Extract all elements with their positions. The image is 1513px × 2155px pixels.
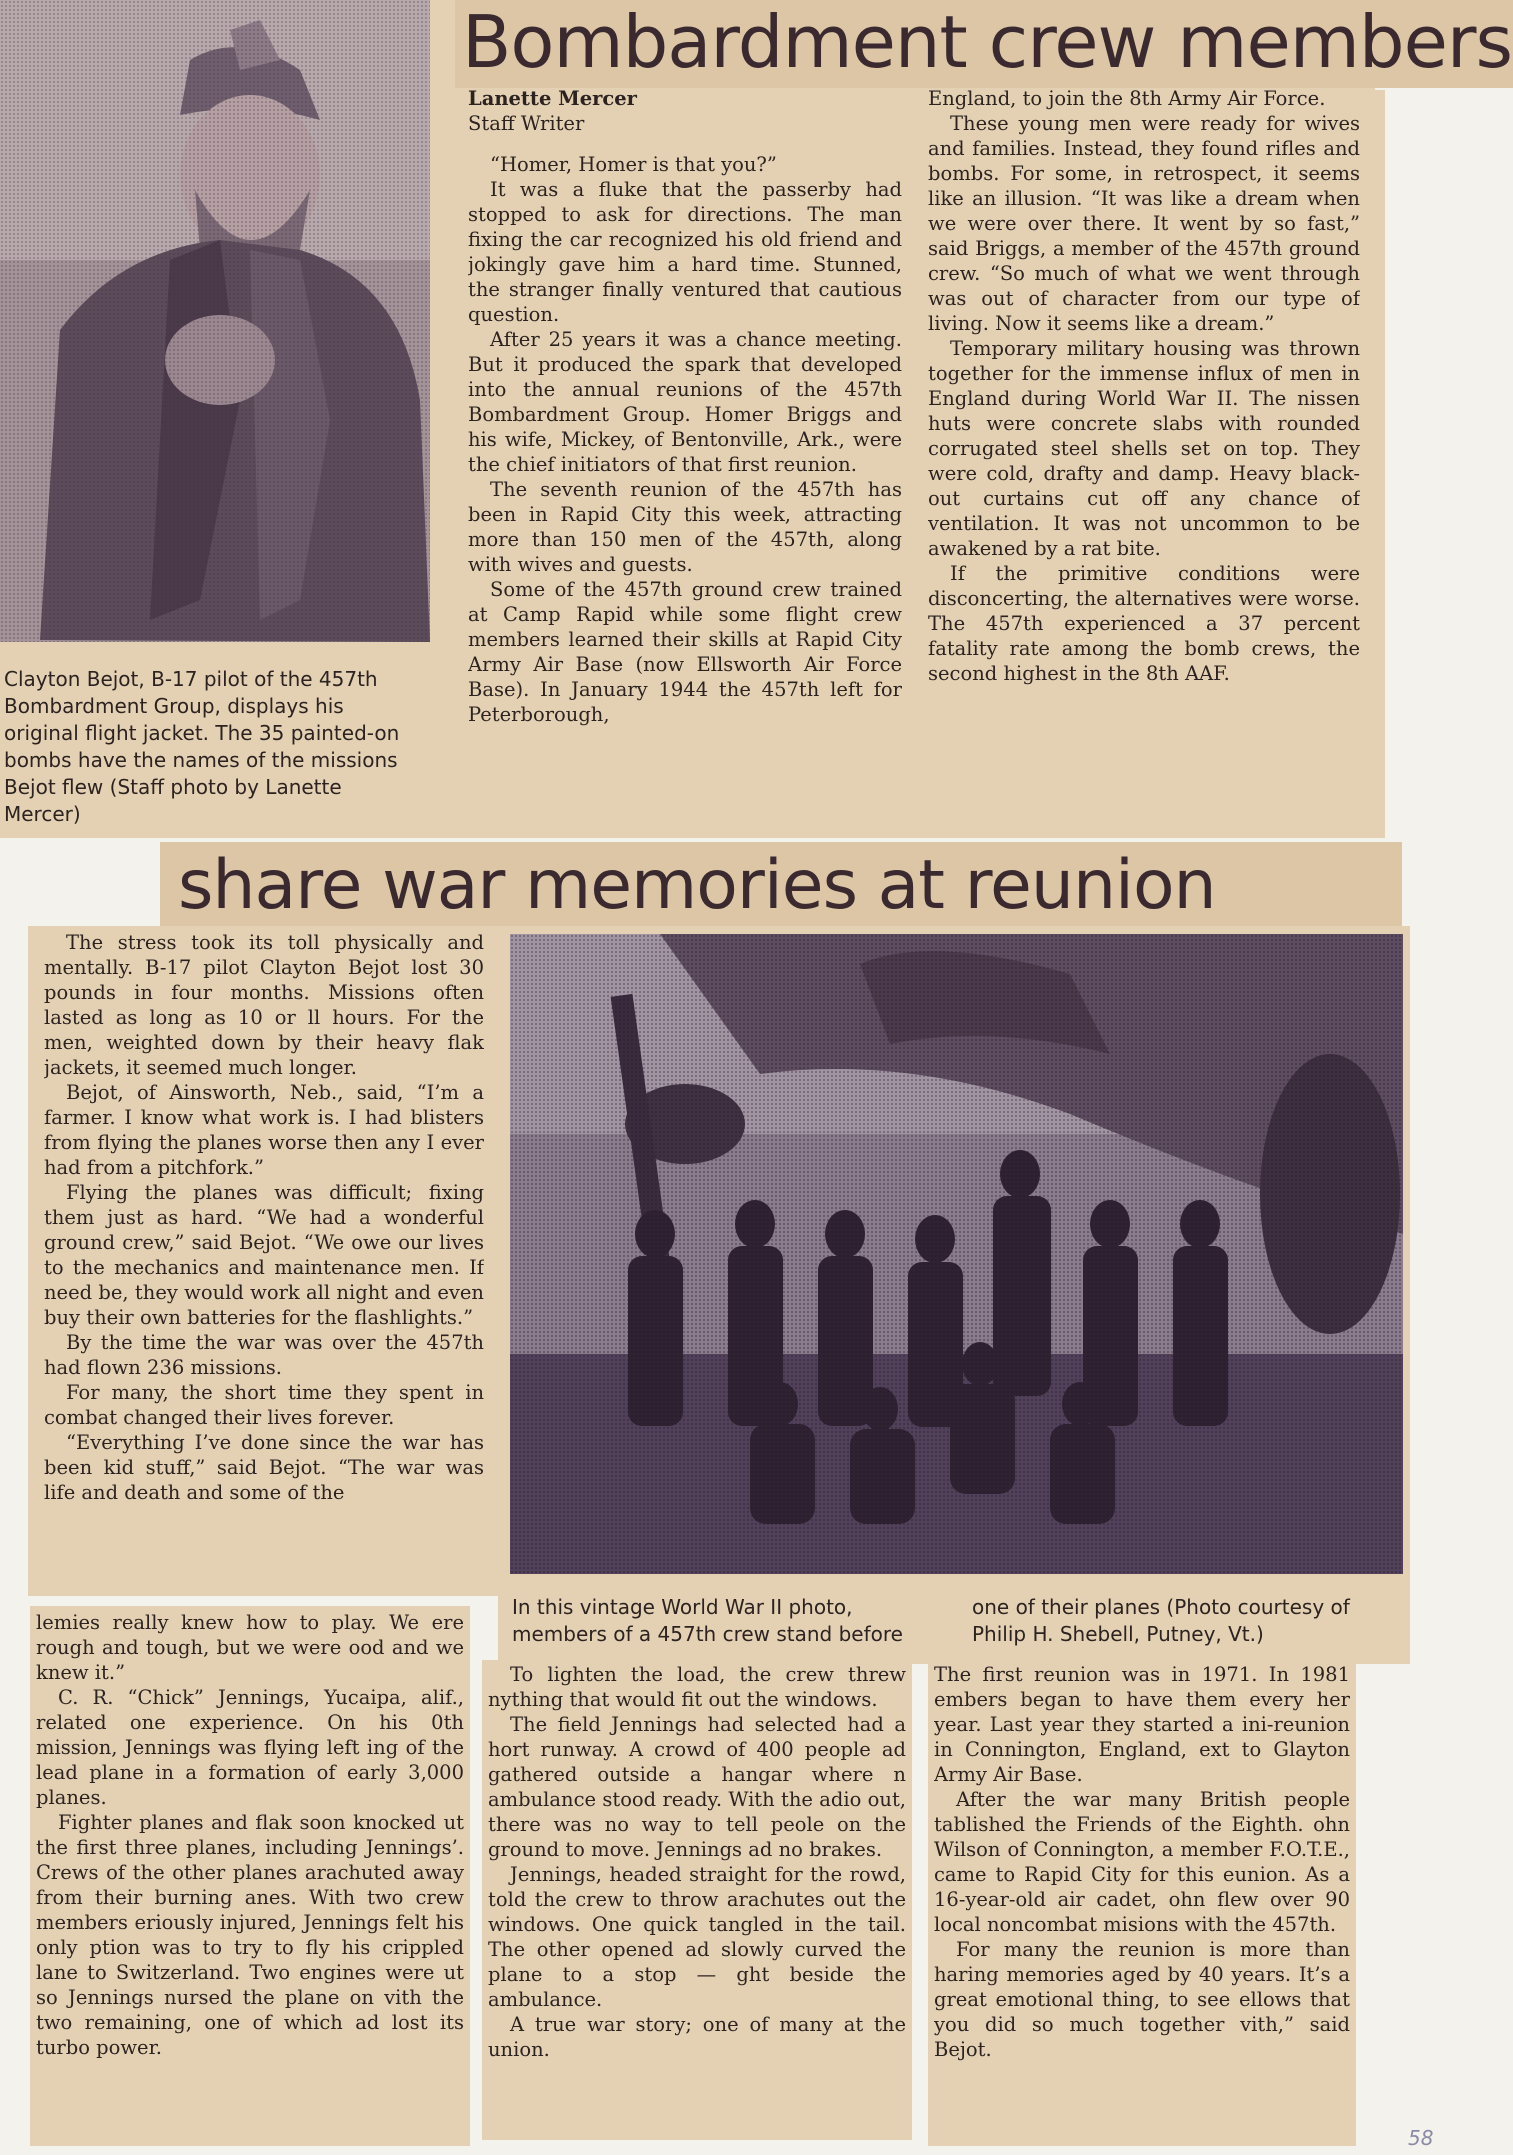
article-column-2 <box>928 86 1360 838</box>
handwritten-page-number: 58 <box>1408 2126 1434 2150</box>
photo1-caption: Clayton Bejot, B-17 pilot of the 457th Bombardment Group, displays his original flight jacket. The 35 painted-on bombs have the names of the missions Bejot flew (Staff photo by Lanette Mercer) <box>4 667 400 826</box>
paragraph: For many, the short time they spent in combat changed their lives forever. <box>44 1381 484 1429</box>
photo-crew-bomber <box>510 934 1403 1574</box>
paragraph: Flying the planes was difficult; fixing them just as hard. “We had a wonderful ground crew,” said Bejot. “We owe our lives to the mechanics and maintenance men. If need be, they would work all night and even buy their own batteries for the flashlights.” <box>44 1181 484 1329</box>
paragraph: The first reunion was in 1971. In 1981 embers began to have them every her year. Last year they started a ini-reunion in Connington, England, ext to Glayton Army Air Base. <box>934 1663 1350 1786</box>
byline-title: Staff Writer <box>468 112 585 135</box>
top-clipping-right-strip <box>1375 90 1385 838</box>
headline-top: Bombardment crew members <box>462 0 1512 84</box>
paragraph: After 25 years it was a chance meeting. But it produced the spark that developed into the annual reunions of the 457th Bombardment Group. Homer Briggs and his wife, Mickey, of Bentonville, Ark., were the chief initiators of that first reunion. <box>468 328 902 476</box>
paragraph: To lighten the load, the crew threw nything that would fit out the windows. <box>488 1663 906 1711</box>
photo2-caption-right: one of their planes (Photo courtesy of Philip H. Shebell, Putney, Vt.) <box>972 1595 1350 1646</box>
paragraph: C. R. “Chick” Jennings, Yucaipa, alif., related one experience. On his 0th mission, Jennings was flying left ing of the lead plane in a formation of early 3,000 planes. <box>36 1686 464 1809</box>
photo-clayton-bejot <box>0 0 430 642</box>
paragraph: England, to join the 8th Army Air Force. <box>928 87 1326 110</box>
paragraph: Some of the 457th ground crew trained at Camp Rapid while some flight crew members learned their skills at Rapid City Army Air Base (now Ellsworth Air Force Base). In January 1944 the 457th left for Peterborough, <box>468 578 902 726</box>
paragraph: It was a fluke that the passerby had stopped to ask for directions. The man fixing the car recognized his old friend and jokingly gave him a hard time. Stunned, the stranger finally ventured that cautious question. <box>468 178 902 326</box>
paragraph: The field Jennings had selected had a hort runway. A crowd of 400 people ad gathered outside a hangar where n ambulance stood ready. With the adio out, there was no way to tell peole on the ground to move. Jennings ad no brakes. <box>488 1713 906 1861</box>
paragraph: A true war story; one of many at the union. <box>488 2013 906 2061</box>
paragraph: Fighter planes and flak soon knocked ut the first three planes, including Jennings’. Crews of the other planes arachuted away from their burning anes. With two crew members eriously injured, Jennings felt his only ption was to try to fly his crippled lane to Switzerland. Two engines were ut so Jennings nursed the plane on vith the two remaining, one of which ad lost its turbo power. <box>36 1811 464 2059</box>
paragraph: The seventh reunion of the 457th has been in Rapid City this week, attracting more than 150 men of the 457th, along with wives and guests. <box>468 478 902 576</box>
paragraph: After the war many British people tablished the Friends of the Eighth. ohn Wilson of Connington, a member F.O.T.E., came to Rapid City for this eunion. As a 16-year-old air cadet, ohn flew over 90 local noncombat misions with the 457th. <box>934 1788 1350 1936</box>
paragraph: By the time the war was over the 457th had flown 236 missions. <box>44 1331 484 1379</box>
article-column-6 <box>934 1662 1350 2140</box>
headline-bottom: share war memories at reunion <box>178 846 1216 925</box>
article-column-4 <box>36 1610 464 2140</box>
paragraph: The stress took its toll physically and mentally. B-17 pilot Clayton Bejot lost 30 pounds in four months. Missions often lasted as long as 10 or ll hours. For the men, weighted down by their heavy flak jackets, it seemed much longer. <box>44 931 484 1079</box>
paragraph: Temporary military housing was thrown together for the immense influx of men in England during World War II. The nissen huts were concrete slabs with rounded corrugated steel shells set on top. They were cold, drafty and damp. Heavy black-out curtains cut off any chance of ventilation. It was not uncommon to be awakened by a rat bite. <box>928 337 1360 560</box>
paragraph: Bejot, of Ainsworth, Neb., said, “I’m a farmer. I know what work is. I had blisters from flying the planes worse then any I ever had from a pitchfork.” <box>44 1081 484 1179</box>
photo2-caption-left: In this vintage World War II photo, members of a 457th crew stand before <box>512 1595 903 1646</box>
paragraph: lemies really knew how to play. We ere rough and tough, but we were ood and we knew it.” <box>36 1611 464 1684</box>
paragraph: “Homer, Homer is that you?” <box>490 153 777 176</box>
paragraph: If the primitive conditions were disconcerting, the alternatives were worse. The 457th experienced a 37 percent fatality rate among the bomb crews, the second highest in the 8th AAF. <box>928 562 1360 685</box>
paragraph: Jennings, headed straight for the rowd, told the crew to throw arachutes out the windows. One quick tangled in the tail. The other opened ad slowly curved the plane to a stop — ght beside the ambulance. <box>488 1863 906 2011</box>
paragraph: “Everything I’ve done since the war has been kid stuff,” said Bejot. “The war was life and death and some of the <box>44 1431 484 1504</box>
article-column-5 <box>488 1662 906 2136</box>
byline-name: Lanette Mercer <box>468 87 637 110</box>
paragraph: For many the reunion is more than haring memories aged by 40 years. It’s a great emotional thing, to see ellows that you did so much together vith,” said Bejot. <box>934 1938 1350 2061</box>
paragraph: These young men were ready for wives and families. Instead, they found rifles and bombs. For some, in retrospect, it seems like an illusion. “It was like a dream when we were over there. It went by so fast,” said Briggs, a member of the 457th ground crew. “So much of what we went through was out of character from our type of living. Now it seems like a dream.” <box>928 112 1360 335</box>
article-column-1 <box>468 86 902 826</box>
article-column-3 <box>44 930 484 1590</box>
